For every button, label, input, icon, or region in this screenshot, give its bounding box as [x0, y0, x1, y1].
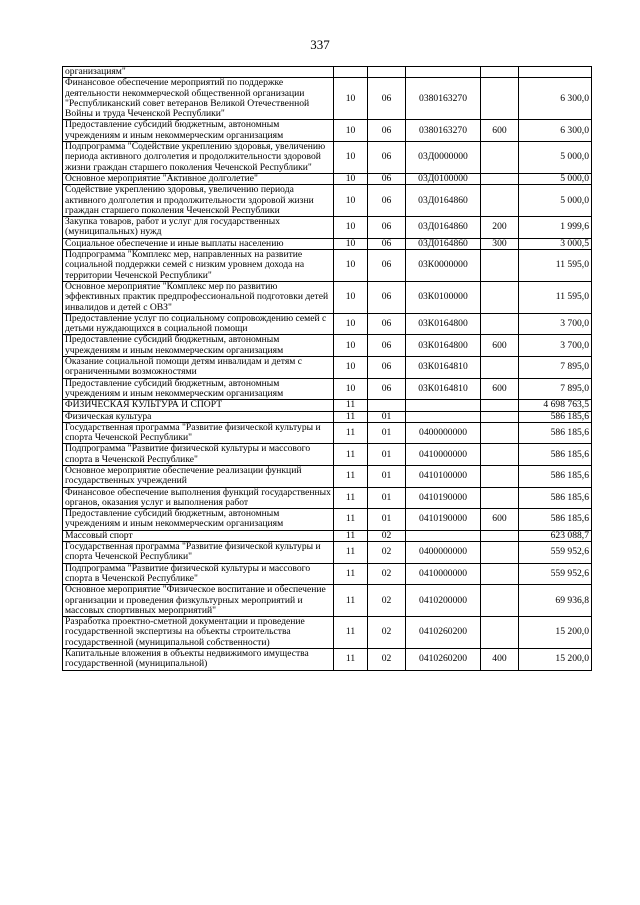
row-section: 11 — [334, 585, 368, 617]
row-subsection: 06 — [368, 142, 406, 174]
row-name: Социальное обеспечение и иные выплаты населению — [63, 238, 334, 249]
row-subsection: 01 — [368, 509, 406, 531]
table-row — [63, 313, 592, 335]
row-target-article: 03К0000000 — [406, 250, 481, 282]
row-amount: 5 000,0 — [519, 185, 592, 217]
row-target-article: 03Д0000000 — [406, 142, 481, 174]
row-target-article — [406, 411, 481, 422]
table-row — [63, 563, 592, 585]
row-expense-type: 600 — [481, 378, 519, 400]
table-row — [63, 250, 592, 282]
row-expense-type: 600 — [481, 509, 519, 531]
row-target-article — [406, 400, 481, 411]
row-amount: 7 895,0 — [519, 378, 592, 400]
table-row — [63, 487, 592, 509]
table-row — [63, 530, 592, 541]
row-subsection: 06 — [368, 357, 406, 379]
row-amount: 586 185,6 — [519, 422, 592, 444]
row-subsection: 01 — [368, 487, 406, 509]
row-expense-type: 200 — [481, 217, 519, 239]
row-section: 10 — [334, 335, 368, 357]
row-expense-type — [481, 411, 519, 422]
row-name: Содействие укреплению здоровья, увеличению периода активного долголетия и продолжительности здоровой жизни граждан старшего поколения Чеченской Республики — [63, 185, 334, 217]
row-amount: 3 000,5 — [519, 238, 592, 249]
budget-table-body — [63, 67, 592, 671]
row-subsection: 06 — [368, 378, 406, 400]
row-amount: 559 952,6 — [519, 563, 592, 585]
row-target-article: 0410260200 — [406, 617, 481, 649]
row-section: 10 — [334, 217, 368, 239]
row-subsection — [368, 67, 406, 78]
table-row — [63, 173, 592, 184]
row-subsection: 06 — [368, 281, 406, 313]
row-section: 11 — [334, 487, 368, 509]
row-subsection: 02 — [368, 649, 406, 671]
row-name: Закупка товаров, работ и услуг для государственных (муниципальных) нужд — [63, 217, 334, 239]
row-amount: 15 200,0 — [519, 649, 592, 671]
row-section: 10 — [334, 238, 368, 249]
table-row — [63, 444, 592, 466]
row-name: Основное мероприятие обеспечение реализации функций государственных учреждений — [63, 465, 334, 487]
row-subsection: 01 — [368, 444, 406, 466]
row-expense-type — [481, 422, 519, 444]
row-subsection: 01 — [368, 465, 406, 487]
table-row — [63, 217, 592, 239]
row-name: Предоставление субсидий бюджетным, автономным учреждениям и иным некоммерческим организациям — [63, 335, 334, 357]
table-row — [63, 335, 592, 357]
row-section: 10 — [334, 78, 368, 120]
row-name: Предоставление субсидий бюджетным, автономным учреждениям и иным некоммерческим организациям — [63, 509, 334, 531]
row-name: Подпрограмма "Развитие физической культуры и массового спорта в Чеченской Республике" — [63, 563, 334, 585]
row-section — [334, 67, 368, 78]
row-subsection: 06 — [368, 335, 406, 357]
row-expense-type — [481, 281, 519, 313]
row-section: 11 — [334, 617, 368, 649]
row-name: организациям" — [63, 67, 334, 78]
row-section: 11 — [334, 465, 368, 487]
row-expense-type: 600 — [481, 120, 519, 142]
row-amount: 3 700,0 — [519, 313, 592, 335]
row-subsection: 01 — [368, 422, 406, 444]
row-target-article: 0410190000 — [406, 487, 481, 509]
row-amount: 15 200,0 — [519, 617, 592, 649]
row-subsection: 01 — [368, 411, 406, 422]
row-expense-type — [481, 465, 519, 487]
table-row — [63, 120, 592, 142]
row-subsection: 02 — [368, 563, 406, 585]
row-name: Капитальные вложения в объекты недвижимого имущества государственной (муниципальной) — [63, 649, 334, 671]
table-row — [63, 378, 592, 400]
row-expense-type — [481, 444, 519, 466]
row-section: 10 — [334, 120, 368, 142]
row-section: 11 — [334, 563, 368, 585]
row-expense-type — [481, 185, 519, 217]
table-row — [63, 185, 592, 217]
row-target-article: 03К0100000 — [406, 281, 481, 313]
row-subsection: 06 — [368, 78, 406, 120]
row-expense-type — [481, 67, 519, 78]
row-expense-type — [481, 487, 519, 509]
table-row — [63, 542, 592, 564]
row-target-article — [406, 67, 481, 78]
row-expense-type — [481, 563, 519, 585]
row-target-article: 03Д0164860 — [406, 238, 481, 249]
row-subsection: 02 — [368, 542, 406, 564]
row-amount: 5 000,0 — [519, 142, 592, 174]
row-expense-type: 400 — [481, 649, 519, 671]
row-section: 11 — [334, 649, 368, 671]
row-section: 11 — [334, 542, 368, 564]
row-section: 10 — [334, 173, 368, 184]
row-subsection: 02 — [368, 585, 406, 617]
row-expense-type — [481, 173, 519, 184]
row-amount: 586 185,6 — [519, 465, 592, 487]
row-target-article: 0410100000 — [406, 465, 481, 487]
row-amount — [519, 67, 592, 78]
row-expense-type — [481, 400, 519, 411]
row-section: 11 — [334, 530, 368, 541]
row-name: Подпрограмма "Содействие укреплению здоровья, увеличению периода активного долголетия и продолжительности здоровой жизни граждан старшего поколения Чеченской Республики" — [63, 142, 334, 174]
row-subsection: 06 — [368, 217, 406, 239]
row-subsection: 06 — [368, 173, 406, 184]
table-row — [63, 357, 592, 379]
row-subsection: 02 — [368, 530, 406, 541]
row-name: Государственная программа "Развитие физической культуры и спорта Чеченской Республики" — [63, 542, 334, 564]
row-amount: 4 698 763,5 — [519, 400, 592, 411]
row-subsection — [368, 400, 406, 411]
table-row — [63, 78, 592, 120]
row-name: Физическая культура — [63, 411, 334, 422]
row-amount: 7 895,0 — [519, 357, 592, 379]
row-name: Предоставление субсидий бюджетным, автономным учреждениям и иным некоммерческим организациям — [63, 120, 334, 142]
row-name: Финансовое обеспечение выполнения функций государственных органов, оказания услуг и выполнения работ — [63, 487, 334, 509]
table-row — [63, 649, 592, 671]
page-number: 337 — [310, 37, 330, 52]
row-amount: 586 185,6 — [519, 487, 592, 509]
row-name: Основное мероприятие "Физическое воспитание и обеспечение организации и проведения физкультурных мероприятий и массовых спортивных мероприятий" — [63, 585, 334, 617]
table-row — [63, 142, 592, 174]
row-subsection: 06 — [368, 238, 406, 249]
row-section: 11 — [334, 422, 368, 444]
row-section: 10 — [334, 313, 368, 335]
row-target-article: 0410000000 — [406, 444, 481, 466]
table-row — [63, 281, 592, 313]
table-row — [63, 411, 592, 422]
row-name: ФИЗИЧЕСКАЯ КУЛЬТУРА И СПОРТ — [63, 400, 334, 411]
row-subsection: 06 — [368, 185, 406, 217]
row-subsection: 02 — [368, 617, 406, 649]
row-section: 10 — [334, 357, 368, 379]
row-amount: 5 000,0 — [519, 173, 592, 184]
row-name: Массовый спорт — [63, 530, 334, 541]
row-amount: 11 595,0 — [519, 281, 592, 313]
row-name: Основное мероприятие "Комплекс мер по развитию эффективных практик предпрофессиональной подготовки детей инвалидов и детей с ОВЗ" — [63, 281, 334, 313]
row-name: Подпрограмма "Развитие физической культуры и массового спорта в Чеченской Республике" — [63, 444, 334, 466]
row-section: 10 — [334, 281, 368, 313]
row-target-article: 03К0164810 — [406, 357, 481, 379]
row-amount: 559 952,6 — [519, 542, 592, 564]
row-subsection: 06 — [368, 120, 406, 142]
row-target-article: 03Д0164860 — [406, 217, 481, 239]
table-row — [63, 465, 592, 487]
row-amount: 3 700,0 — [519, 335, 592, 357]
row-amount: 586 185,6 — [519, 411, 592, 422]
row-section: 11 — [334, 444, 368, 466]
row-amount: 586 185,6 — [519, 509, 592, 531]
row-target-article: 0410000000 — [406, 563, 481, 585]
row-expense-type — [481, 78, 519, 120]
row-name: Предоставление субсидий бюджетным, автономным учреждениям и иным некоммерческим организациям — [63, 378, 334, 400]
row-subsection: 06 — [368, 250, 406, 282]
row-amount: 586 185,6 — [519, 444, 592, 466]
row-target-article: 0410190000 — [406, 509, 481, 531]
row-expense-type: 600 — [481, 335, 519, 357]
table-row — [63, 67, 592, 78]
row-target-article: 03К0164800 — [406, 313, 481, 335]
table-row — [63, 422, 592, 444]
row-expense-type — [481, 530, 519, 541]
row-name: Основное мероприятие "Активное долголетие" — [63, 173, 334, 184]
row-expense-type — [481, 142, 519, 174]
row-amount: 623 088,7 — [519, 530, 592, 541]
row-target-article: 0380163270 — [406, 78, 481, 120]
row-amount: 6 300,0 — [519, 120, 592, 142]
row-target-article: 0380163270 — [406, 120, 481, 142]
row-target-article: 0400000000 — [406, 542, 481, 564]
row-expense-type — [481, 617, 519, 649]
row-expense-type — [481, 250, 519, 282]
row-target-article: 0400000000 — [406, 422, 481, 444]
row-target-article: 0410200000 — [406, 585, 481, 617]
row-expense-type — [481, 585, 519, 617]
row-expense-type: 300 — [481, 238, 519, 249]
row-name: Финансовое обеспечение мероприятий по поддержке деятельности некоммерческой общественной организации "Республиканский совет ветеранов Великой Отечественной Войны и труда Чеченской Республики" — [63, 78, 334, 120]
row-section: 10 — [334, 185, 368, 217]
row-expense-type — [481, 542, 519, 564]
row-expense-type — [481, 313, 519, 335]
row-section: 11 — [334, 509, 368, 531]
row-name: Подпрограмма "Комплекс мер, направленных на развитие социальной поддержки семей с низким уровнем дохода на территории Чеченской Республики" — [63, 250, 334, 282]
row-amount: 6 300,0 — [519, 78, 592, 120]
row-target-article — [406, 530, 481, 541]
row-target-article: 03Д0164860 — [406, 185, 481, 217]
row-name: Предоставление услуг по социальному сопровождению семей с детьми нуждающихся в социальной помощи — [63, 313, 334, 335]
row-expense-type — [481, 357, 519, 379]
row-target-article: 0410260200 — [406, 649, 481, 671]
row-section: 11 — [334, 400, 368, 411]
table-row — [63, 238, 592, 249]
row-amount: 11 595,0 — [519, 250, 592, 282]
table-row — [63, 585, 592, 617]
row-target-article: 03К0164810 — [406, 378, 481, 400]
row-name: Государственная программа "Развитие физической культуры и спорта Чеченской Республики" — [63, 422, 334, 444]
row-amount: 1 999,6 — [519, 217, 592, 239]
row-target-article: 03Д0100000 — [406, 173, 481, 184]
row-name: Оказание социальной помощи детям инвалидам и детям с ограниченными возможностями — [63, 357, 334, 379]
table-row — [63, 617, 592, 649]
table-row — [63, 509, 592, 531]
row-section: 10 — [334, 142, 368, 174]
row-section: 10 — [334, 378, 368, 400]
row-name: Разработка проектно-сметной документации и проведение государственной экспертизы на объекты строительства государственной (муниципальной собственности) — [63, 617, 334, 649]
table-row — [63, 400, 592, 411]
row-section: 11 — [334, 411, 368, 422]
row-section: 10 — [334, 250, 368, 282]
row-subsection: 06 — [368, 313, 406, 335]
budget-table — [62, 66, 592, 671]
row-amount: 69 936,8 — [519, 585, 592, 617]
row-target-article: 03К0164800 — [406, 335, 481, 357]
